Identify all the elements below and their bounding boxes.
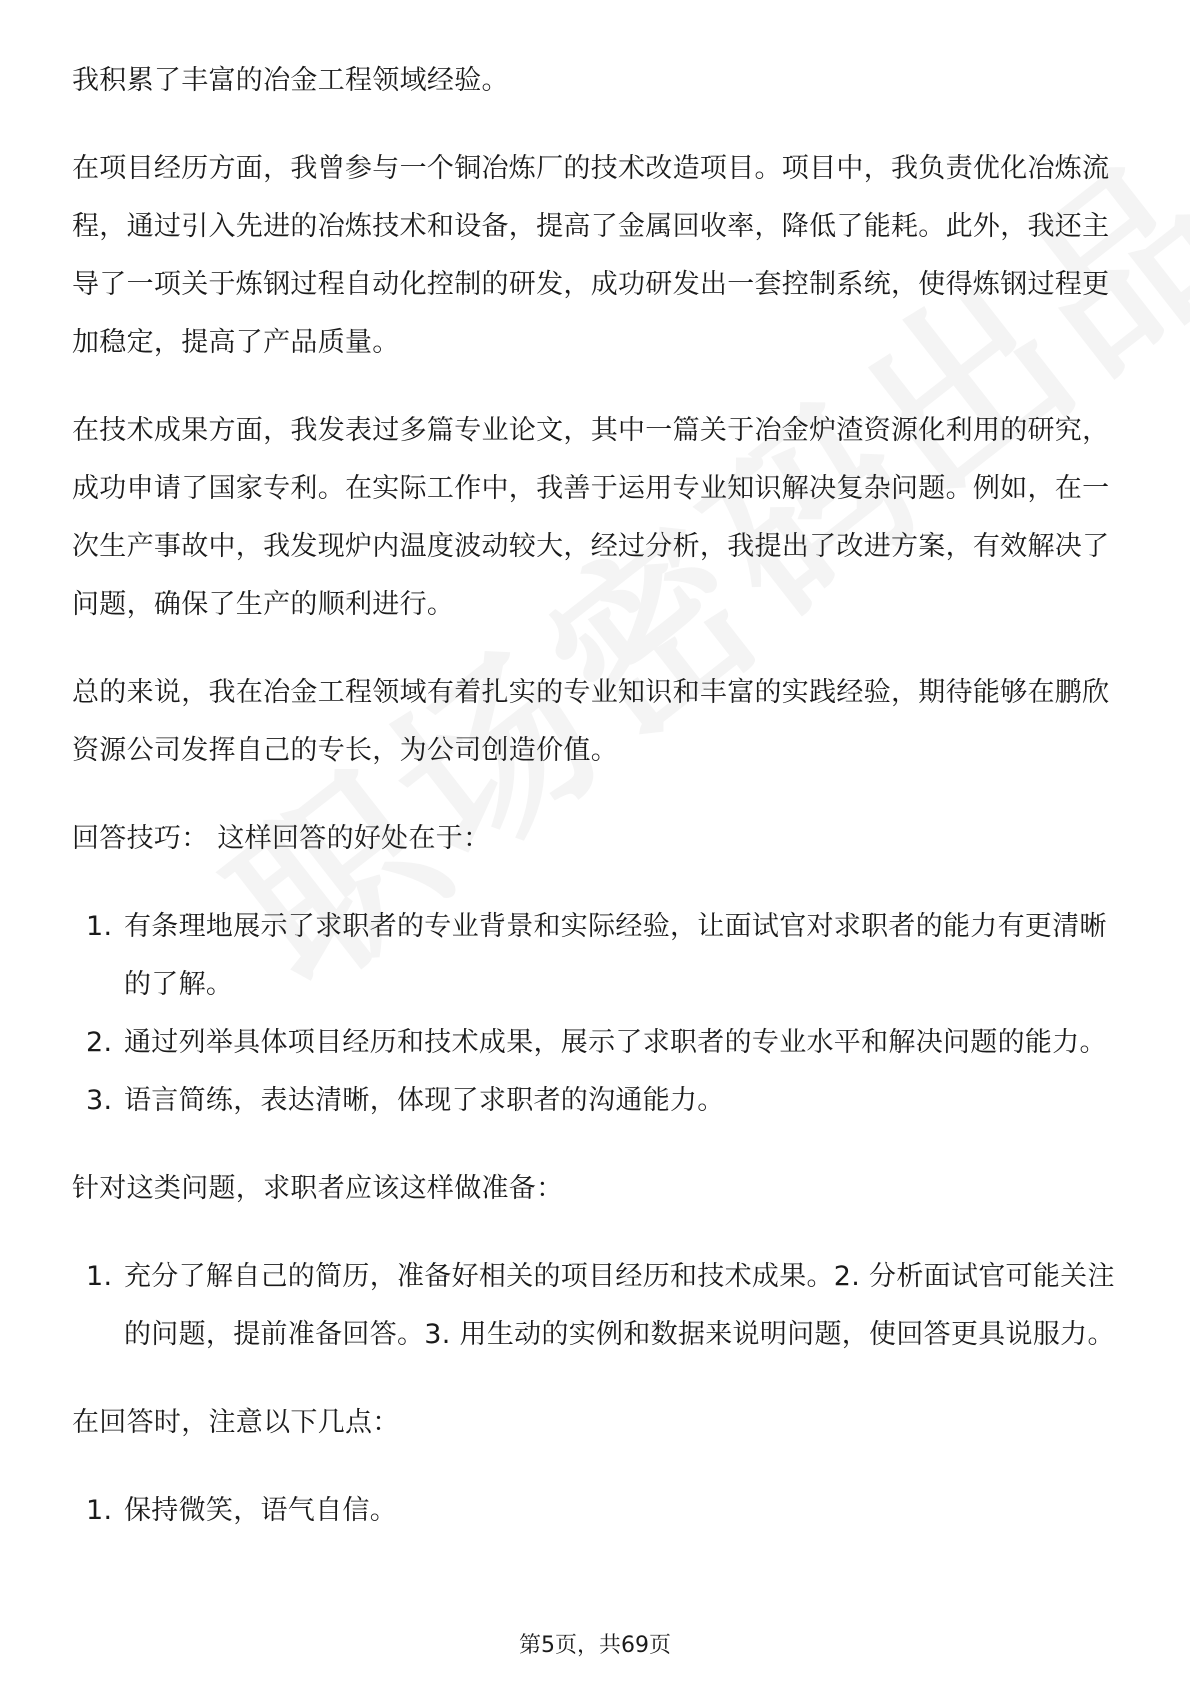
list-item xyxy=(72,1482,1122,1540)
list-item xyxy=(72,898,1122,1014)
list-number: 2. xyxy=(86,1027,113,1058)
paragraph-experience-intro: 我积累了丰富的冶金工程领域经验。 xyxy=(72,65,509,96)
paragraph-notes-heading: 在回答时，注意以下几点： xyxy=(72,1407,400,1438)
page-footer: 第5页，共69页 xyxy=(519,1633,671,1658)
paragraph-preparation-heading: 针对这类问题，求职者应该这样做准备： xyxy=(72,1173,564,1204)
list-text: 充分了解自己的简历，准备好相关的项目经历和技术成果。2. 分析面试官可能关注的问题，提前准备回答。3. 用生动的实例和数据来说明问题，使回答更具说服力。 xyxy=(124,1261,1115,1350)
preparation-list xyxy=(72,1248,1122,1364)
paragraph-project-experience: 在项目经历方面，我曾参与一个铜冶炼厂的技术改造项目。项目中，我负责优化冶炼流程，通过引入先进的冶炼技术和设备，提高了金属回收率，降低了能耗。此外，我还主导了一项关于炼钢过程自动化控制的研发，成功研发出一套控制系统，使得炼钢过程更加稳定，提高了产品质量。 xyxy=(72,153,1110,358)
list-text: 保持微笑，语气自信。 xyxy=(124,1495,397,1526)
list-item xyxy=(72,1014,1122,1072)
tips-list xyxy=(72,898,1122,1130)
document-page xyxy=(72,52,1122,1540)
notes-list xyxy=(72,1482,1122,1540)
list-number: 1. xyxy=(86,911,113,942)
paragraph-summary: 总的来说，我在冶金工程领域有着扎实的专业知识和丰富的实践经验，期待能够在鹏欣资源公司发挥自己的专长，为公司创造价值。 xyxy=(72,677,1110,766)
paragraph-technical-achievements: 在技术成果方面，我发表过多篇专业论文，其中一篇关于冶金炉渣资源化利用的研究，成功申请了国家专利。在实际工作中，我善于运用专业知识解决复杂问题。例如，在一次生产事故中，我发现炉内温度波动较大，经过分析，我提出了改进方案，有效解决了问题，确保了生产的顺利进行。 xyxy=(72,415,1110,620)
list-text: 有条理地展示了求职者的专业背景和实际经验，让面试官对求职者的能力有更清晰的了解。 xyxy=(124,911,1107,1000)
paragraph-answer-tips-heading: 回答技巧： 这样回答的好处在于： xyxy=(72,823,491,854)
list-text: 通过列举具体项目经历和技术成果，展示了求职者的专业水平和解决问题的能力。 xyxy=(124,1027,1107,1058)
list-item xyxy=(72,1072,1122,1130)
list-text: 语言简练，表达清晰，体现了求职者的沟通能力。 xyxy=(124,1085,725,1116)
list-number: 1. xyxy=(86,1261,113,1292)
list-number: 3. xyxy=(86,1085,113,1116)
list-item xyxy=(72,1248,1122,1364)
list-number: 1. xyxy=(86,1495,113,1526)
